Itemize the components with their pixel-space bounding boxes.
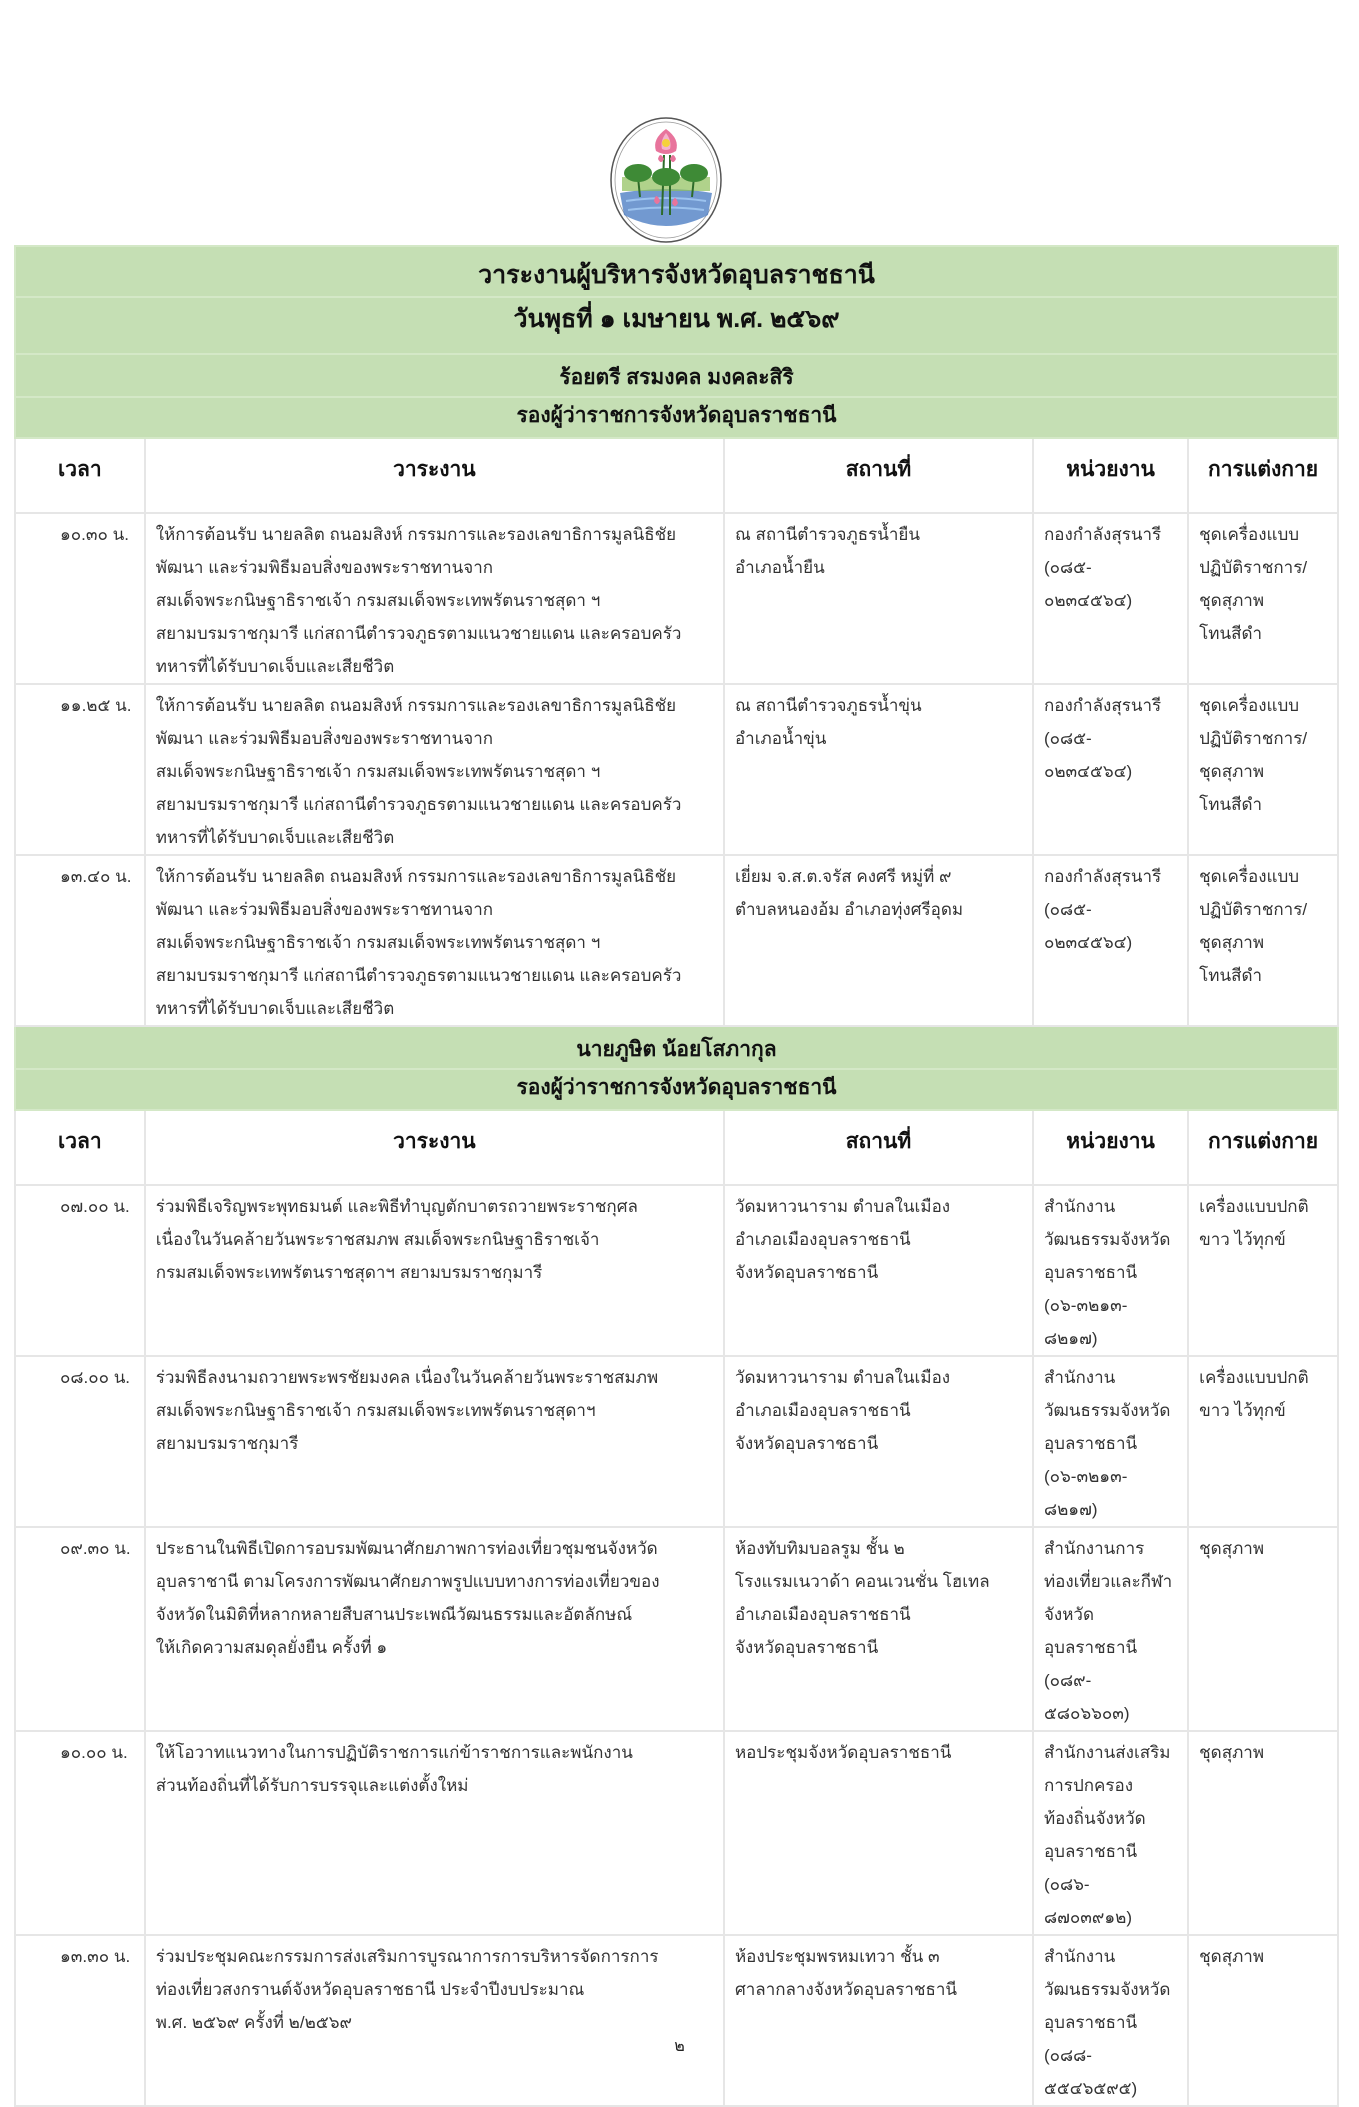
unit-cell bbox=[1033, 1527, 1188, 1731]
agenda-line: สยามบรมราชกุมารี แก่สถานีตำรวจภูธรตามแนวชายแดน และครอบครัว bbox=[155, 624, 682, 643]
column-header-place: สถานที่ bbox=[724, 438, 1033, 513]
agenda-line: สมเด็จพระกนิษฐาธิราชเจ้า กรมสมเด็จพระเทพรัตนราชสุดา ฯ bbox=[155, 591, 601, 610]
dress-line: ชุดสุภาพ bbox=[1199, 933, 1265, 952]
unit-cell bbox=[1033, 855, 1188, 1026]
unit-cell bbox=[1033, 1935, 1188, 2106]
agenda-line: ร่วมพิธีลงนามถวายพระพรชัยมงคล เนื่องในวันคล้ายวันพระราชสมภพ bbox=[155, 1368, 659, 1387]
unit-line: กองกำลังสุรนารี bbox=[1043, 867, 1162, 886]
dress-cell bbox=[1188, 1935, 1338, 2106]
place-line: เยี่ยม จ.ส.ต.จรัส คงศรี หมู่ที่ ๙ bbox=[734, 867, 952, 886]
unit-line: ๕๘๐๖๖๐๓) bbox=[1043, 1704, 1130, 1723]
place-cell bbox=[724, 513, 1033, 684]
unit-line: กองกำลังสุรนารี bbox=[1043, 525, 1162, 544]
unit-line: อุบลราชธานี bbox=[1043, 2013, 1138, 2032]
official-name: ร้อยตรี สรมงคล มงคละสิริ bbox=[15, 354, 1338, 397]
unit-cell bbox=[1033, 1731, 1188, 1935]
unit-line: (๐๘๕- bbox=[1043, 900, 1092, 919]
agenda-cell bbox=[145, 1185, 724, 1356]
unit-line: (๐๘๘- bbox=[1043, 2046, 1092, 2065]
place-line: ห้องประชุมพรหมเทวา ชั้น ๓ bbox=[734, 1947, 940, 1966]
agenda-line: กรมสมเด็จพระเทพรัตนราชสุดาฯ สยามบรมราชกุมารี bbox=[155, 1263, 543, 1282]
place-line: โรงแรมเนวาด้า คอนเวนชั่น โฮเทล bbox=[734, 1572, 990, 1591]
place-cell bbox=[724, 1935, 1033, 2106]
column-header-dress: การแต่งกาย bbox=[1188, 1110, 1338, 1185]
unit-line: สำนักงานการ bbox=[1043, 1539, 1145, 1558]
unit-line: สำนักงาน bbox=[1043, 1197, 1116, 1216]
unit-line: ๘๗๐๓๙๑๒) bbox=[1043, 1908, 1132, 1927]
place-line: วัดมหาวนาราม ตำบลในเมือง bbox=[734, 1197, 951, 1216]
unit-cell bbox=[1033, 513, 1188, 684]
date-row bbox=[15, 297, 1338, 354]
official-name: นายภูษิต น้อยโสภากุล bbox=[15, 1026, 1338, 1069]
official-name-row bbox=[15, 1026, 1338, 1069]
agenda-line: สยามบรมราชกุมารี แก่สถานีตำรวจภูธรตามแนวชายแดน และครอบครัว bbox=[155, 795, 682, 814]
unit-line: สำนักงานส่งเสริม bbox=[1043, 1743, 1171, 1762]
dress-line: ชุดสุภาพ bbox=[1199, 1743, 1265, 1762]
table-row bbox=[15, 1731, 1338, 1935]
column-header-dress: การแต่งกาย bbox=[1188, 438, 1338, 513]
agenda-line: สมเด็จพระกนิษฐาธิราชเจ้า กรมสมเด็จพระเทพรัตนราชสุดาฯ bbox=[155, 1401, 596, 1420]
dress-line: ชุดสุภาพ bbox=[1199, 591, 1265, 610]
place-line: จังหวัดอุบลราชธานี bbox=[734, 1638, 879, 1657]
column-header-place: สถานที่ bbox=[724, 1110, 1033, 1185]
column-header-row bbox=[15, 1110, 1338, 1185]
unit-line: กองกำลังสุรนารี bbox=[1043, 696, 1162, 715]
place-cell bbox=[724, 1527, 1033, 1731]
column-header-time: เวลา bbox=[15, 1110, 145, 1185]
agenda-line: ให้การต้อนรับ นายลลิต ถนอมสิงห์ กรรมการและรองเลขาธิการมูลนิธิชัย bbox=[155, 867, 677, 886]
unit-line: (๐๖-๓๒๑๓- bbox=[1043, 1296, 1128, 1315]
agenda-cell bbox=[145, 1527, 724, 1731]
unit-line: อุบลราชธานี bbox=[1043, 1842, 1138, 1861]
place-line: จังหวัดอุบลราชธานี bbox=[734, 1434, 879, 1453]
agenda-cell bbox=[145, 1356, 724, 1527]
dress-line: ขาว ไว้ทุกข์ bbox=[1199, 1401, 1286, 1420]
time-cell: ๐๙.๓๐ น. bbox=[15, 1527, 145, 1731]
dress-line: ชุดเครื่องแบบ bbox=[1199, 867, 1300, 886]
page-title: วาระงานผู้บริหารจังหวัดอุบลราชธานี bbox=[15, 246, 1338, 297]
dress-line: ชุดสุภาพ bbox=[1199, 1947, 1265, 1966]
agenda-line: ทหารที่ได้รับบาดเจ็บและเสียชีวิต bbox=[155, 999, 395, 1018]
agenda-line: สยามบรมราชกุมารี bbox=[155, 1434, 299, 1453]
unit-line: อุบลราชธานี bbox=[1043, 1638, 1138, 1657]
agenda-line: ทหารที่ได้รับบาดเจ็บและเสียชีวิต bbox=[155, 657, 395, 676]
place-line: ณ สถานีตำรวจภูธรน้ำยืน bbox=[734, 525, 920, 544]
place-line: วัดมหาวนาราม ตำบลในเมือง bbox=[734, 1368, 951, 1387]
dress-line: ปฏิบัติราชการ/ bbox=[1199, 558, 1308, 577]
place-line: อำเภอเมืองอุบลราชธานี bbox=[734, 1230, 911, 1249]
unit-line: ๘๒๑๗) bbox=[1043, 1329, 1098, 1348]
dress-cell bbox=[1188, 513, 1338, 684]
agenda-line: เนื่องในวันคล้ายวันพระราชสมภพ สมเด็จพระกนิษฐาธิราชเจ้า bbox=[155, 1230, 600, 1249]
unit-line: ท้องถิ่นจังหวัด bbox=[1043, 1809, 1146, 1828]
agenda-line: ให้การต้อนรับ นายลลิต ถนอมสิงห์ กรรมการและรองเลขาธิการมูลนิธิชัย bbox=[155, 525, 677, 544]
place-cell bbox=[724, 1356, 1033, 1527]
unit-line: การปกครอง bbox=[1043, 1776, 1134, 1795]
agenda-line: ส่วนท้องถิ่นที่ได้รับการบรรจุและแต่งตั้งใหม่ bbox=[155, 1776, 469, 1795]
place-line: อำเภอเมืองอุบลราชธานี bbox=[734, 1401, 911, 1420]
column-header-unit: หน่วยงาน bbox=[1033, 438, 1188, 513]
dress-line: โทนสีดำ bbox=[1199, 966, 1263, 985]
place-line: ศาลากลางจังหวัดอุบลราชธานี bbox=[734, 1980, 958, 1999]
dress-line: ชุดสุภาพ bbox=[1199, 1539, 1265, 1558]
time-cell: ๑๓.๔๐ น. bbox=[15, 855, 145, 1026]
unit-line: (๐๘๕- bbox=[1043, 729, 1092, 748]
official-position: รองผู้ว่าราชการจังหวัดอุบลราชธานี bbox=[15, 1069, 1338, 1110]
table-row bbox=[15, 1527, 1338, 1731]
agenda-line: จังหวัดในมิติที่หลากหลายสืบสานประเพณีวัฒนธรรมและอัตลักษณ์ bbox=[155, 1605, 633, 1624]
column-header-time: เวลา bbox=[15, 438, 145, 513]
page-date: วันพุธที่ ๑ เมษายน พ.ศ. ๒๕๖๙ bbox=[15, 297, 1338, 354]
agenda-line: ให้เกิดความสมดุลยั่งยืน ครั้งที่ ๑ bbox=[155, 1638, 388, 1657]
agenda-line: พัฒนา และร่วมพิธีมอบสิ่งของพระราชทานจาก bbox=[155, 900, 494, 919]
table-row bbox=[15, 855, 1338, 1026]
agenda-line: ท่องเที่ยวสงกรานต์จังหวัดอุบลราชธานี ประจำปีงบประมาณ bbox=[155, 1980, 585, 1999]
time-cell: ๑๐.๓๐ น. bbox=[15, 513, 145, 684]
dress-cell bbox=[1188, 1356, 1338, 1527]
dress-cell bbox=[1188, 684, 1338, 855]
dress-line: ปฏิบัติราชการ/ bbox=[1199, 729, 1308, 748]
agenda-line: สมเด็จพระกนิษฐาธิราชเจ้า กรมสมเด็จพระเทพรัตนราชสุดา ฯ bbox=[155, 933, 601, 952]
agenda-table bbox=[14, 245, 1339, 2107]
official-name-row bbox=[15, 354, 1338, 397]
time-cell: ๐๗.๐๐ น. bbox=[15, 1185, 145, 1356]
agenda-line: พ.ศ. ๒๕๖๙ ครั้งที่ ๒/๒๕๖๙ bbox=[155, 2013, 352, 2032]
dress-line: โทนสีดำ bbox=[1199, 624, 1263, 643]
place-cell bbox=[724, 1185, 1033, 1356]
place-line: ห้องทับทิมบอลรูม ชั้น ๒ bbox=[734, 1539, 905, 1558]
dress-cell bbox=[1188, 855, 1338, 1026]
place-line: ตำบลหนองอ้ม อำเภอทุ่งศรีอุดม bbox=[734, 900, 964, 919]
time-cell: ๑๓.๓๐ น. bbox=[15, 1935, 145, 2106]
column-header-unit: หน่วยงาน bbox=[1033, 1110, 1188, 1185]
unit-cell bbox=[1033, 1185, 1188, 1356]
unit-line: ๐๒๓๔๕๖๔) bbox=[1043, 762, 1133, 781]
agenda-line: ประธานในพิธีเปิดการอบรมพัฒนาศักยภาพการท่องเที่ยวชุมชนจังหวัด bbox=[155, 1539, 658, 1558]
agenda-line: อุบลราชานี ตามโครงการพัฒนาศักยภาพรูปแบบทางการท่องเที่ยวของ bbox=[155, 1572, 660, 1591]
dress-line: เครื่องแบบปกติ bbox=[1199, 1197, 1309, 1216]
agenda-line: ให้โอวาทแนวทางในการปฏิบัติราชการแก่ข้าราชการและพนักงาน bbox=[155, 1743, 633, 1762]
agenda-line: ทหารที่ได้รับบาดเจ็บและเสียชีวิต bbox=[155, 828, 395, 847]
place-line: หอประชุมจังหวัดอุบลราชธานี bbox=[734, 1743, 952, 1762]
agenda-cell bbox=[145, 1731, 724, 1935]
unit-line: ท่องเที่ยวและกีฬา bbox=[1043, 1572, 1173, 1591]
place-line: ณ สถานีตำรวจภูธรน้ำขุ่น bbox=[734, 696, 922, 715]
unit-line: สำนักงาน bbox=[1043, 1947, 1116, 1966]
time-cell: ๑๑.๒๕ น. bbox=[15, 684, 145, 855]
unit-line: วัฒนธรรมจังหวัด bbox=[1043, 1980, 1171, 1999]
official-position-row bbox=[15, 397, 1338, 438]
agenda-cell bbox=[145, 1935, 724, 2106]
unit-cell bbox=[1033, 684, 1188, 855]
agenda-line: พัฒนา และร่วมพิธีมอบสิ่งของพระราชทานจาก bbox=[155, 729, 494, 748]
unit-line: อุบลราชธานี bbox=[1043, 1434, 1138, 1453]
dress-cell bbox=[1188, 1185, 1338, 1356]
place-line: อำเภอน้ำยืน bbox=[734, 558, 825, 577]
table-row bbox=[15, 1935, 1338, 2106]
place-cell bbox=[724, 684, 1033, 855]
dress-line: ชุดเครื่องแบบ bbox=[1199, 525, 1300, 544]
place-line: จังหวัดอุบลราชธานี bbox=[734, 1263, 879, 1282]
table-row bbox=[15, 684, 1338, 855]
unit-line: วัฒนธรรมจังหวัด bbox=[1043, 1401, 1171, 1420]
dress-line: เครื่องแบบปกติ bbox=[1199, 1368, 1309, 1387]
agenda-line: สมเด็จพระกนิษฐาธิราชเจ้า กรมสมเด็จพระเทพรัตนราชสุดา ฯ bbox=[155, 762, 601, 781]
agenda-line: ร่วมประชุมคณะกรรมการส่งเสริมการบูรณาการการบริหารจัดการการ bbox=[155, 1947, 659, 1966]
lotus-seal-icon bbox=[608, 115, 724, 245]
unit-line: ๐๒๓๔๕๖๔) bbox=[1043, 591, 1133, 610]
dress-line: ปฏิบัติราชการ/ bbox=[1199, 900, 1308, 919]
title-row bbox=[15, 246, 1338, 297]
unit-line: (๐๘๖- bbox=[1043, 1875, 1090, 1894]
unit-line: (๐๘๕- bbox=[1043, 558, 1092, 577]
unit-line: (๐๘๙- bbox=[1043, 1671, 1092, 1690]
dress-line: ชุดสุภาพ bbox=[1199, 762, 1265, 781]
unit-line: ๘๒๑๗) bbox=[1043, 1500, 1098, 1519]
agenda-cell bbox=[145, 855, 724, 1026]
province-seal-logo bbox=[608, 115, 724, 245]
table-row bbox=[15, 1356, 1338, 1527]
dress-cell bbox=[1188, 1527, 1338, 1731]
place-line: อำเภอน้ำขุ่น bbox=[734, 729, 827, 748]
official-position: รองผู้ว่าราชการจังหวัดอุบลราชธานี bbox=[15, 397, 1338, 438]
place-line: อำเภอเมืองอุบลราชธานี bbox=[734, 1605, 911, 1624]
unit-line: ๐๒๓๔๕๖๔) bbox=[1043, 933, 1133, 952]
unit-line: วัฒนธรรมจังหวัด bbox=[1043, 1230, 1171, 1249]
time-cell: ๑๐.๐๐ น. bbox=[15, 1731, 145, 1935]
unit-cell bbox=[1033, 1356, 1188, 1527]
place-cell bbox=[724, 855, 1033, 1026]
page-number: ๒ bbox=[674, 2038, 685, 2055]
table-row bbox=[15, 513, 1338, 684]
column-header-agenda: วาระงาน bbox=[145, 438, 724, 513]
unit-line: จังหวัด bbox=[1043, 1605, 1095, 1624]
agenda-cell bbox=[145, 513, 724, 684]
column-header-agenda: วาระงาน bbox=[145, 1110, 724, 1185]
place-cell bbox=[724, 1731, 1033, 1935]
official-position-row bbox=[15, 1069, 1338, 1110]
agenda-line: พัฒนา และร่วมพิธีมอบสิ่งของพระราชทานจาก bbox=[155, 558, 494, 577]
unit-line: อุบลราชธานี bbox=[1043, 1263, 1138, 1282]
agenda-line: สยามบรมราชกุมารี แก่สถานีตำรวจภูธรตามแนวชายแดน และครอบครัว bbox=[155, 966, 682, 985]
dress-line: ขาว ไว้ทุกข์ bbox=[1199, 1230, 1286, 1249]
unit-line: ๕๕๔๖๕๙๕) bbox=[1043, 2079, 1138, 2098]
time-cell: ๐๘.๐๐ น. bbox=[15, 1356, 145, 1527]
dress-cell bbox=[1188, 1731, 1338, 1935]
agenda-line: ร่วมพิธีเจริญพระพุทธมนต์ และพิธีทำบุญตักบาตรถวายพระราชกุศล bbox=[155, 1197, 638, 1216]
agenda-line: ให้การต้อนรับ นายลลิต ถนอมสิงห์ กรรมการและรองเลขาธิการมูลนิธิชัย bbox=[155, 696, 677, 715]
unit-line: (๐๖-๓๒๑๓- bbox=[1043, 1467, 1128, 1486]
column-header-row bbox=[15, 438, 1338, 513]
table-row bbox=[15, 1185, 1338, 1356]
dress-line: ชุดเครื่องแบบ bbox=[1199, 696, 1300, 715]
unit-line: สำนักงาน bbox=[1043, 1368, 1116, 1387]
agenda-cell bbox=[145, 684, 724, 855]
dress-line: โทนสีดำ bbox=[1199, 795, 1263, 814]
